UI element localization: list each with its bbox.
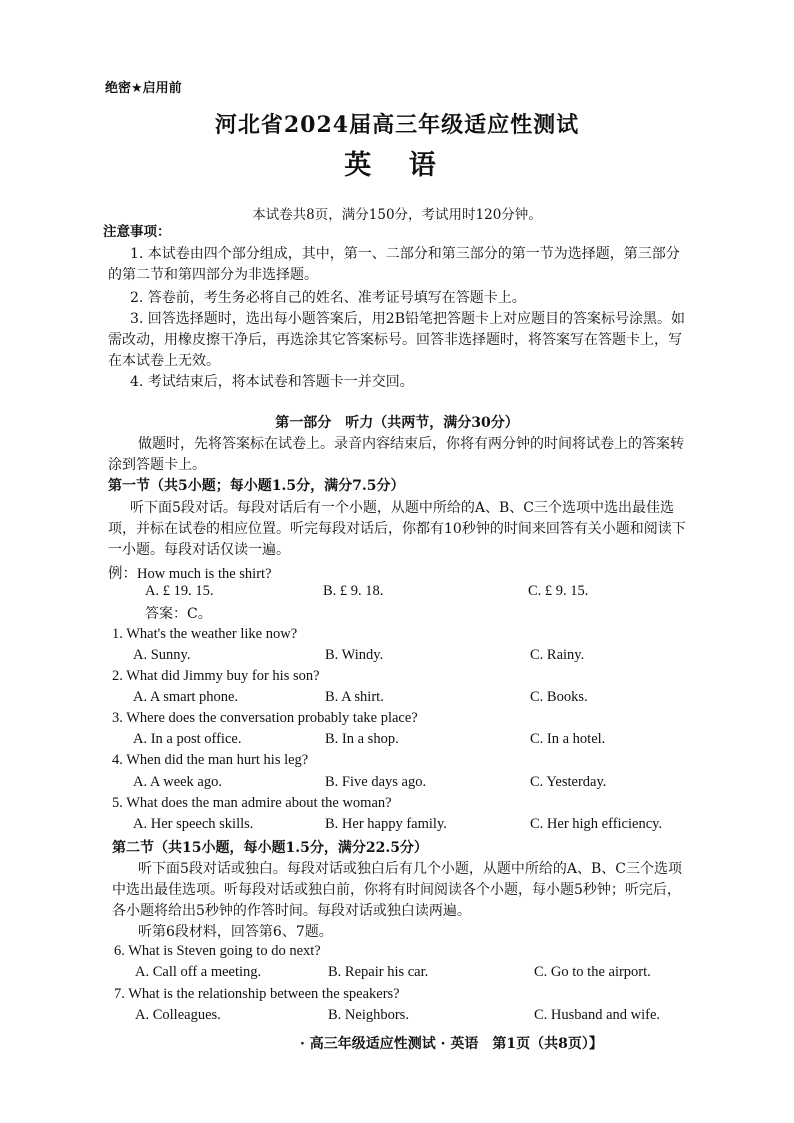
section1-intro-line-3: 一小题。每段对话仅读一遍。 (108, 542, 290, 558)
example-answer: 答案：C。 (145, 606, 212, 622)
page-footer: · 高三年级适应性测试 · 英语 第1页（共8页）】 (300, 1036, 603, 1052)
question-1-option-a: A. Sunny. (133, 647, 191, 663)
question-3-option-b: B. In a shop. (325, 731, 399, 747)
question-4-option-b: B. Five days ago. (325, 774, 427, 790)
question-1-option-b: B. Windy. (325, 647, 384, 663)
part1-intro-line-2: 涂到答题卡上。 (108, 457, 206, 473)
notice-item-4: 4. 考试结束后，将本试卷和答题卡一并交回。 (130, 374, 414, 390)
notice-title: 注意事项： (103, 224, 171, 240)
question-4-option-a: A. A week ago. (133, 774, 222, 790)
example-option-b: B. £ 9. 18. (323, 583, 384, 599)
question-1: 1. What's the weather like now? (112, 626, 298, 642)
question-6-option-a: A. Call off a meeting. (135, 964, 262, 980)
question-6: 6. What is Steven going to do next? (114, 943, 321, 959)
question-5-option-b: B. Her happy family. (325, 816, 447, 832)
question-2-option-b: B. A shirt. (325, 689, 384, 705)
exam-info: 本试卷共8页，满分150分，考试用时120分钟。 (252, 207, 542, 223)
section2-title: 第二节（共15小题，每小题1.5分，满分22.5分） (112, 840, 428, 856)
question-7-option-a: A. Colleagues. (135, 1007, 221, 1023)
notice-item-1-line-2: 的第二节和第四部分为非选择题。 (108, 267, 318, 283)
section1-intro-line-1: 听下面5段对话。每段对话后有一个小题，从题中所给的A、B、C三个选项中选出最佳选 (130, 500, 675, 516)
notice-item-1-line-1: 1. 本试卷由四个部分组成，其中，第一、二部分和第三部分的第一节为选择题，第三部分 (130, 246, 680, 262)
question-4-option-c: C. Yesterday. (530, 774, 607, 790)
section1-title: 第一节（共5小题；每小题1.5分，满分7.5分） (108, 478, 405, 494)
question-5-option-a: A. Her speech skills. (133, 816, 254, 832)
question-5-option-c: C. Her high efficiency. (530, 816, 663, 832)
question-3-option-a: A. In a post office. (133, 731, 242, 747)
section2-material: 听第6段材料，回答第6、7题。 (138, 924, 333, 940)
question-7: 7. What is the relationship between the speakers? (114, 986, 400, 1002)
section2-intro-line-3: 各小题将给出5秒钟的作答时间。每段对话或独白读两遍。 (112, 903, 471, 919)
subject-title: 英 语 (344, 150, 450, 181)
example-option-a: A. £ 19. 15. (145, 583, 214, 599)
question-7-option-b: B. Neighbors. (328, 1007, 409, 1023)
section1-intro-line-2: 项，并标在试卷的相应位置。听完每段对话后，你都有10秒钟的时间来回答有关小题和阅读下 (108, 521, 686, 537)
question-2-option-c: C. Books. (530, 689, 588, 705)
question-5: 5. What does the man admire about the woman? (112, 795, 392, 811)
notice-item-2: 2. 答卷前，考生务必将自己的姓名、准考证号填写在答题卡上。 (130, 290, 526, 306)
question-3: 3. Where does the conversation probably take place? (112, 710, 418, 726)
question-3-option-c: C. In a hotel. (530, 731, 606, 747)
question-2-option-a: A. A smart phone. (133, 689, 239, 705)
example-question: 例：How much is the shirt? (108, 566, 272, 582)
part1-intro-line-1: 做题时，先将答案标在试卷上。录音内容结束后，你将有两分钟的时间将试卷上的答案转 (138, 436, 684, 452)
notice-item-3-line-3: 在本试卷上无效。 (108, 353, 220, 369)
section2-intro-line-2: 中选出最佳选项。听每段对话或独白前，你将有时间阅读各个小题，每小题5秒钟；听完后， (112, 882, 681, 898)
question-1-option-c: C. Rainy. (530, 647, 585, 663)
notice-item-3-line-2: 需改动，用橡皮擦干净后，再选涂其它答案标号。回答非选择题时，将答案写在答题卡上，写 (108, 332, 682, 348)
question-2: 2. What did Jimmy buy for his son? (112, 668, 320, 684)
confidential-label: 绝密★启用前 (105, 81, 182, 96)
question-4: 4. When did the man hurt his leg? (112, 752, 309, 768)
exam-title: 河北省2024届高三年级适应性测试 (214, 112, 580, 138)
notice-item-3-line-1: 3. 回答选择题时，选出每小题答案后，用2B铅笔把答题卡上对应题目的答案标号涂黑。如 (130, 311, 686, 327)
section2-intro-line-1: 听下面5段对话或独白。每段对话或独白后有几个小题，从题中所给的A、B、C三个选项 (138, 861, 683, 877)
question-6-option-b: B. Repair his car. (328, 964, 429, 980)
question-7-option-c: C. Husband and wife. (534, 1007, 661, 1023)
example-option-c: C. £ 9. 15. (528, 583, 589, 599)
part1-title: 第一部分 听力（共两节，满分30分） (275, 415, 519, 431)
question-6-option-c: C. Go to the airport. (534, 964, 651, 980)
